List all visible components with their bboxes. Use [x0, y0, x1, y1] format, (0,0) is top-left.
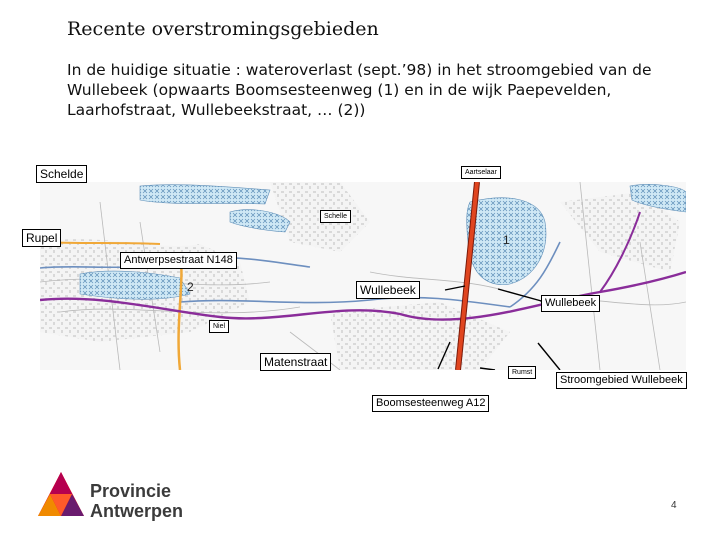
label-stroomgebied: Stroomgebied Wullebeek: [556, 372, 687, 389]
label-schelde: Schelde: [36, 165, 87, 183]
label-matenstraat: Matenstraat: [260, 353, 331, 371]
label-rupel: Rupel: [22, 229, 61, 247]
label-antwerpsestraat: Antwerpsestraat N148: [120, 252, 237, 269]
slide-title: Recente overstromingsgebieden: [67, 18, 379, 40]
label-aartselaar: Aartselaar: [461, 166, 501, 179]
label-rumst: Rumst: [508, 366, 536, 379]
logo-line-2: Antwerpen: [90, 501, 184, 521]
label-wullebeek: Wullebeek: [541, 295, 600, 312]
logo-line-1: Provincie: [90, 481, 172, 501]
logo-wordmark: [90, 481, 183, 521]
label-schelle: Schelle: [320, 210, 351, 223]
label-niel: Niel: [209, 320, 229, 333]
marker-1: 1: [503, 233, 510, 247]
provincie-antwerpen-logo-icon: [36, 470, 86, 520]
page-number: 4: [671, 500, 677, 511]
label-boomsesteenweg: Boomsesteenweg A12: [372, 395, 489, 412]
slide-subtitle: In de huidige situatie : wateroverlast (sept.’98) in het stroomgebied van de Wullebeek (opwaarts Boomsesteenweg (1) en in de wijk Paepevelden, Laarhofstraat, Wullebeekstraat, … (2)): [67, 61, 652, 119]
marker-2: 2: [187, 280, 194, 294]
label-wullebeek: Wullebeek: [356, 281, 420, 299]
flood-map: [40, 182, 686, 370]
